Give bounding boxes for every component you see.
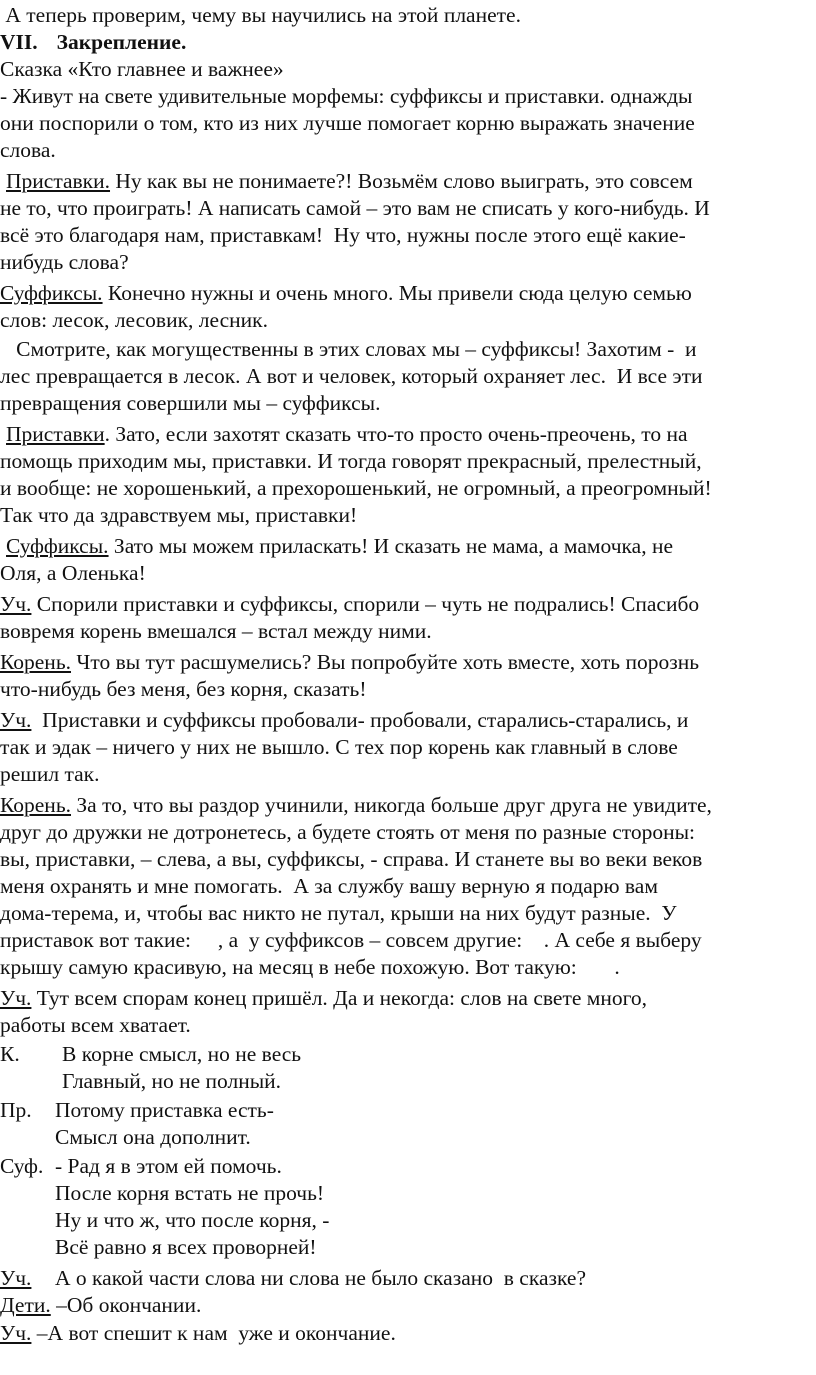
dialogue-line: лес превращается в лесок. А вот и человек, который охраняет лес. И все эти [0,364,703,388]
dialogue-line: что-нибудь без меня, без корня, сказать! [0,677,367,701]
dialogue-line: Приставки. Зато, если захотят сказать что-то просто очень-преочень, то на [6,422,688,446]
speaker-label: Корень. [0,650,71,674]
narration-line: слова. [0,138,56,162]
tale-title: Сказка «Кто главнее и важнее» [0,57,284,81]
speaker-label: Суффиксы. [0,281,103,305]
dialogue-line: вовремя корень вмешался – встал между ними. [0,619,432,643]
dialogue-line: не то, что проиграть! А написать самой – это вам не списать у кого-нибудь. И [0,196,710,220]
poem-line: В корне смысл, но не весь [62,1042,302,1066]
dialogue-line: Приставки. Ну как вы не понимаете?! Возьмём слово выиграть, это совсем [6,169,693,193]
dialogue-line: друг до дружки не дотронетесь, а будете стоять от меня по разные стороны: [0,820,696,844]
dialogue-line: меня охранять и мне помогать. А за службу вашу верную я подарю вам [0,874,658,898]
poem-line: После корня встать не прочь! [55,1181,325,1205]
speaker-label: Приставки [6,422,105,446]
poem-line: - Рад я в этом ей помочь. [55,1154,282,1178]
section-title: Закрепление. [56,30,187,54]
intro-line: А теперь проверим, чему вы научились на этой планете. [0,3,521,27]
dialogue-line: Уч. Спорили приставки и суффиксы, спорили – чуть не подрались! Спасибо [0,592,700,616]
dialogue-line: Смотрите, как могущественны в этих словах мы – суффиксы! Захотим - и [0,337,697,361]
poem-line: Потому приставка есть- [55,1098,274,1122]
section-number: VII. [0,30,38,54]
dialogue-line: Уч. Тут всем спорам конец пришёл. Да и некогда: слов на свете много, [0,986,648,1010]
section-heading [0,29,186,56]
speaker-label: Уч. [0,1266,32,1290]
narration-line: - Живут на свете удивительные морфемы: суффиксы и приставки. однажды [0,84,693,108]
dialogue-line: решил так. [0,762,100,786]
speaker-label: Суффиксы. [6,534,109,558]
poem-line: Главный, но не полный. [62,1069,282,1093]
poem-line: Ну и что ж, что после корня, - [55,1208,330,1232]
dialogue-line: крышу самую красивую, на месяц в небе похожую. Вот такую: . [0,955,620,979]
dialogue-line: и вообще: не хорошенький, а прехорошенький, не огромный, а преогромный! [0,476,712,500]
speaker-label: Дети. [0,1293,51,1317]
dialogue-line: помощь приходим мы, приставки. И тогда говорят прекрасный, прелестный, [0,449,702,473]
dialogue-line: Суффиксы. Конечно нужны и очень много. Мы привели сюда целую семью [0,281,692,305]
dialogue-line: Суффиксы. Зато мы можем приласкать! И сказать не мама, а мамочка, не [6,534,674,558]
dialogue-line: Уч. Приставки и суффиксы пробовали- пробовали, старались-старались, и [0,708,689,732]
dialogue-line: слов: лесок, лесовик, лесник. [0,308,268,332]
dialogue-line: Оля, а Оленька! [0,561,146,585]
speaker-label: Уч. [0,1321,32,1345]
poem-speaker: Пр. [0,1098,32,1122]
dialogue-line: так и эдак – ничего у них не вышло. С тех пор корень как главный в слове [0,735,678,759]
dialogue-line: Корень. За то, что вы раздор учинили, никогда больше друг друга не увидите, [0,793,712,817]
dialogue-line: вы, приставки, – слева, а вы, суффиксы, - справа. И станете вы во веки веков [0,847,703,871]
speaker-label: Уч. [0,592,32,616]
poem-speaker: К. [0,1042,20,1066]
speaker-label: Приставки. [6,169,111,193]
dialogue-line: приставок вот такие: , а у суффиксов – совсем другие: . А себе я выберу [0,928,702,952]
dialogue-line: дома-терема, и, чтобы вас никто не путал, крыши на них будут разные. У [0,901,677,925]
poem-speaker: Суф. [0,1154,44,1178]
poem-line: Всё равно я всех проворней! [55,1235,317,1259]
speaker-label: Корень. [0,793,71,817]
dialogue-line: работы всем хватает. [0,1013,191,1037]
poem-line: Смысл она дополнит. [55,1125,251,1149]
speaker-label: Уч. [0,708,32,732]
ending-line: Дети. –Об окончании. [0,1293,202,1317]
dialogue-line: Так что да здравствуем мы, приставки! [0,503,358,527]
dialogue-line: Корень. Что вы тут расшумелись? Вы попробуйте хоть вместе, хоть порознь [0,650,700,674]
dialogue-line: всё это благодаря нам, приставкам! Ну что, нужны после этого ещё какие- [0,223,686,247]
dialogue-line: нибудь слова? [0,250,129,274]
narration-line: они поспорили о том, кто из них лучше помогает корню выражать значение [0,111,695,135]
ending-line: Уч. –А вот спешит к нам уже и окончание. [0,1321,396,1345]
ending-line: А о какой части слова ни слова не было сказано в сказке? [55,1266,586,1290]
dialogue-line: превращения совершили мы – суффиксы. [0,391,381,415]
speaker-label: Уч. [0,986,32,1010]
